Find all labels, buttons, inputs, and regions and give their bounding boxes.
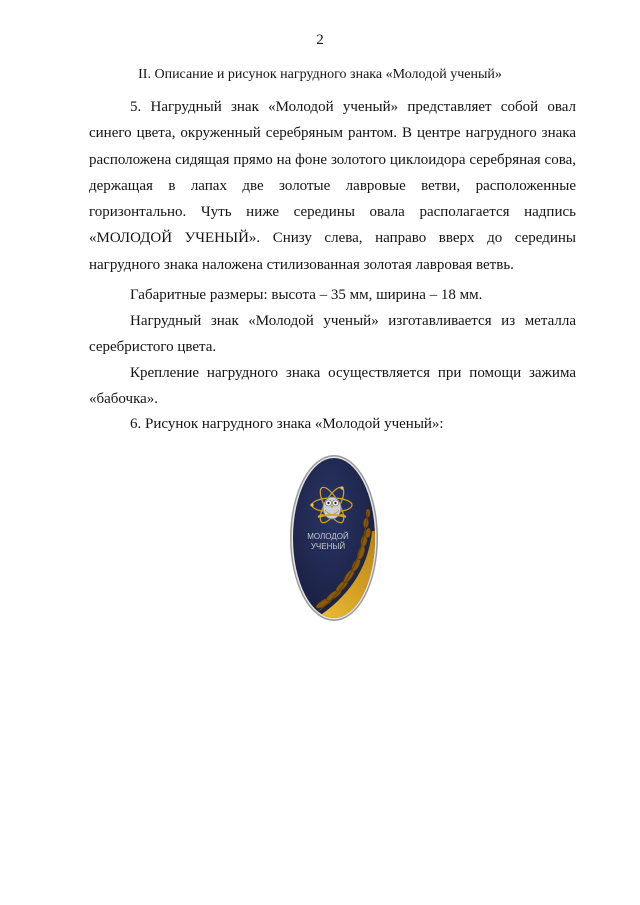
- paragraph-dimensions: Габаритные размеры: высота – 35 мм, ширина – 18 мм.: [130, 287, 483, 303]
- badge-inscription-line1: МОЛОДОЙ: [307, 532, 349, 541]
- paragraph-clasp: Крепление нагрудного знака осуществляется при помощи зажима «бабочка».: [89, 365, 576, 408]
- paragraph-metal: Нагрудный знак «Молодой ученый» изготавливается из металла серебристого цвета.: [89, 313, 576, 356]
- paragraph-badge-description: 5. Нагрудный знак «Молодой ученый» представляет собой овал синего цвета, окруженный серебряным рантом. В центре нагрудного знака расположена сидящая прямо на фоне золотого циклоидора серебряная сова, держащая в лапах две золотые лавровые ветви, расположенные горизонтально. Чуть ниже середины овала располагается надпись «МОЛОДОЙ УЧЕНЫЙ». Снизу слева, направо вверх до середины нагрудного знака наложена стилизованная золотая лавровая ветвь.: [89, 99, 576, 273]
- page-number: 2: [316, 32, 324, 48]
- badge-inscription-line2: УЧЕНЫЙ: [310, 542, 346, 551]
- section-heading: II. Описание и рисунок нагрудного знака «Молодой ученый»: [138, 67, 502, 82]
- badge-image: [288, 453, 380, 623]
- paragraph-figure-caption: 6. Рисунок нагрудного знака «Молодой ученый»:: [130, 416, 444, 432]
